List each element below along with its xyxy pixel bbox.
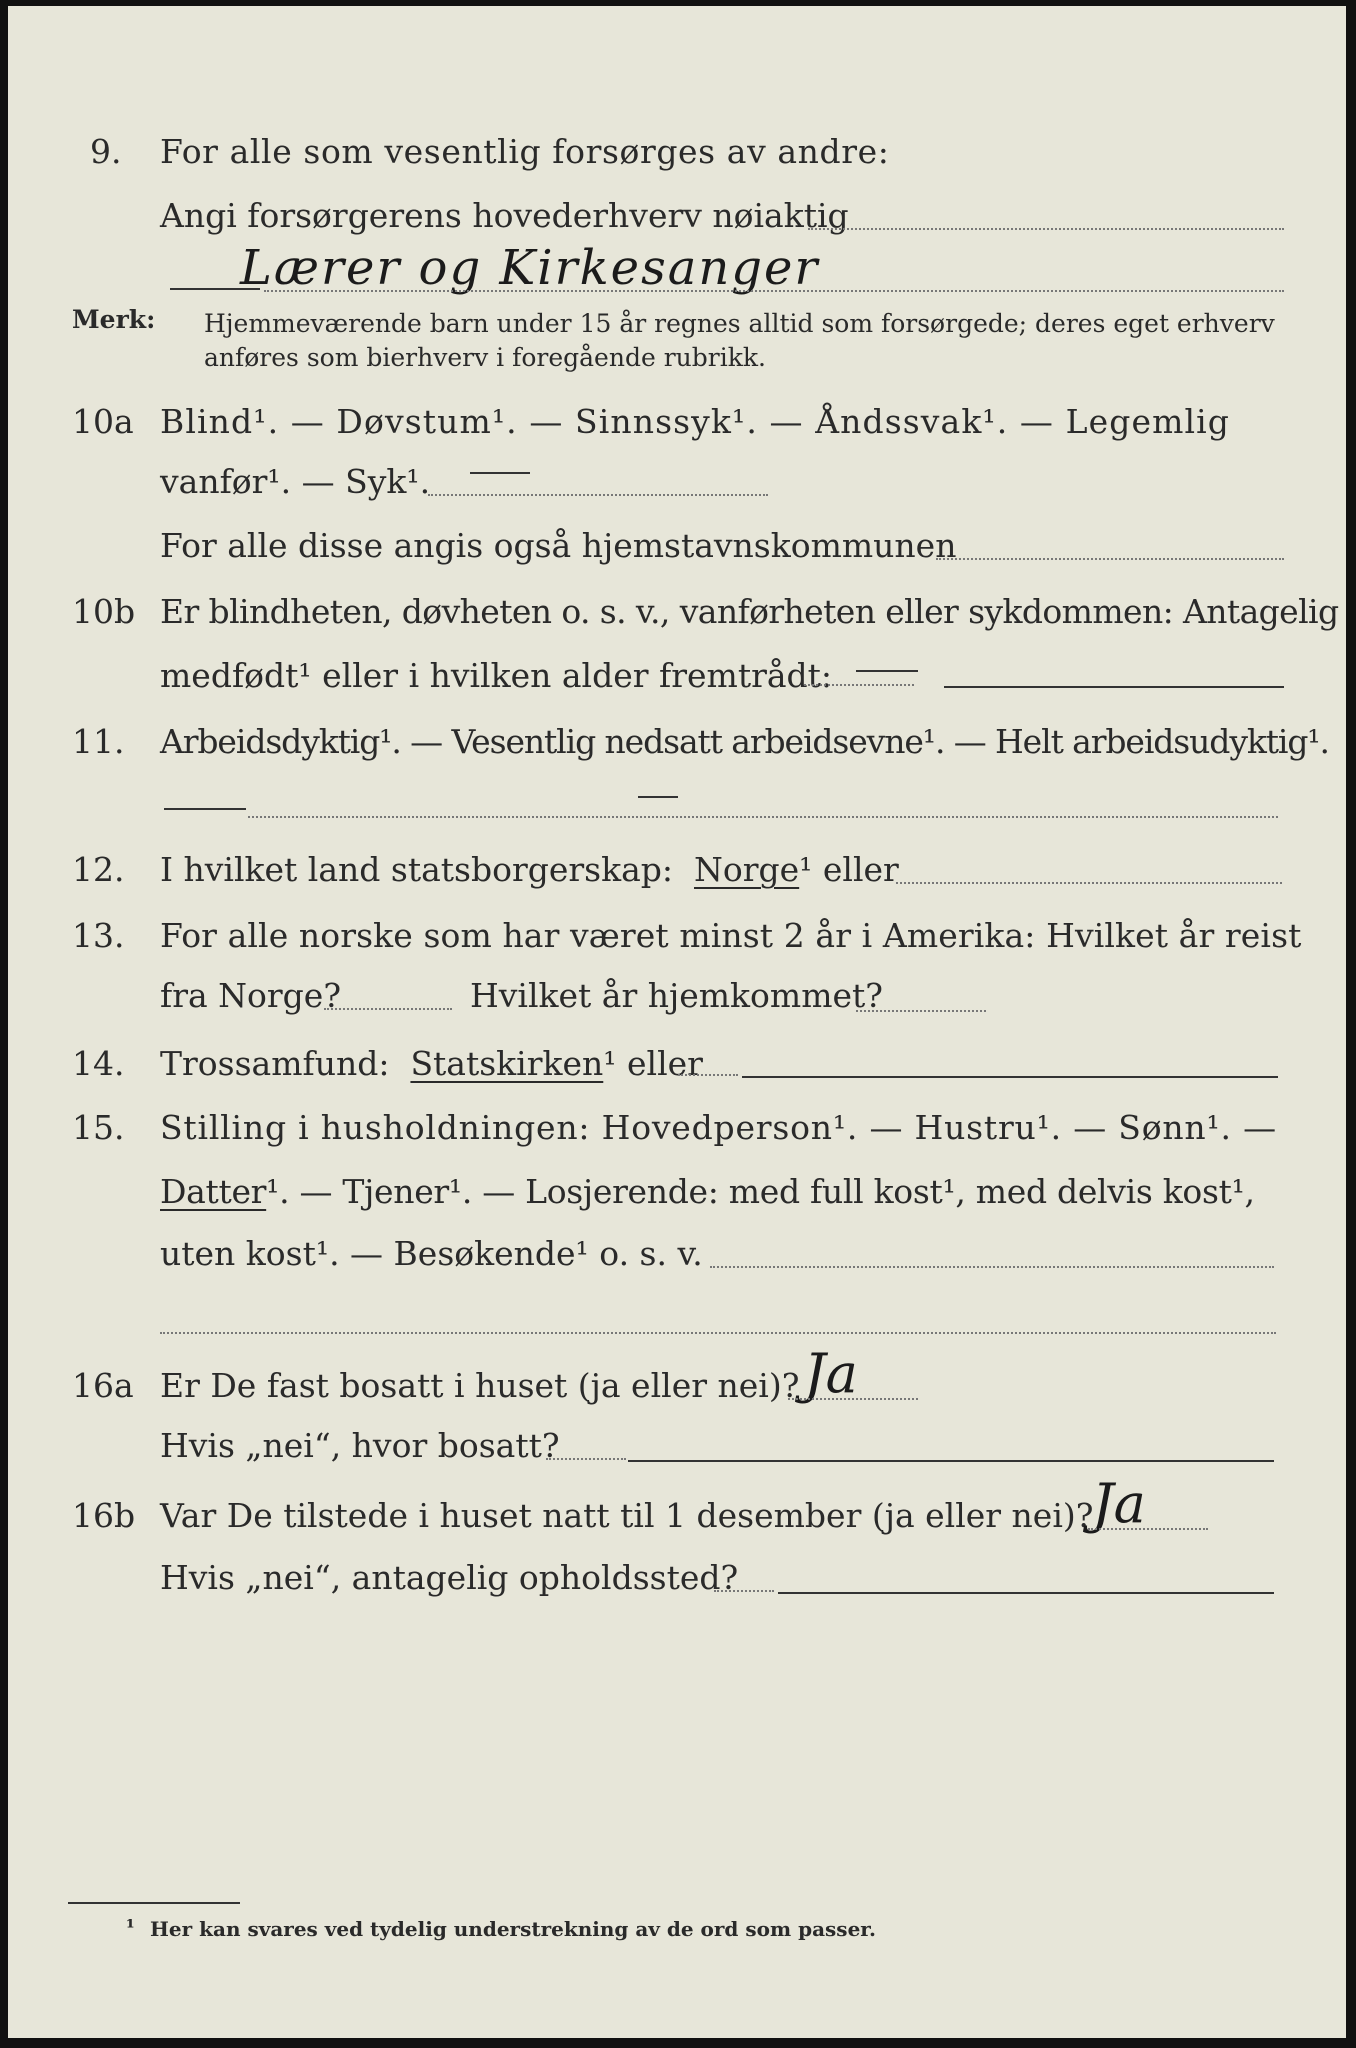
q9-answer-line	[264, 290, 1284, 292]
q15-line1: Stilling i husholdningen: Hovedperson¹. — Hustru¹. — Sønn¹. —	[160, 1108, 1277, 1147]
q11-line1: Arbeidsdyktig¹. — Vesentlig nedsatt arbeidsevne¹. — Helt arbeidsudyktig¹.	[160, 722, 1329, 761]
q14-answer-line	[742, 1076, 1278, 1078]
q14-dotted-line	[678, 1074, 738, 1076]
q14-prefix: Trossamfund:	[160, 1044, 390, 1083]
q9-dotted-line	[808, 228, 1284, 230]
q15-line2	[160, 1172, 1255, 1212]
q9-number: 9.	[90, 132, 122, 171]
q16a-handwritten-answer: Ja	[804, 1342, 858, 1405]
q12-underlined-norge: Norge	[694, 850, 800, 889]
q12-dotted-line	[896, 882, 1282, 884]
q11-number: 11.	[72, 722, 125, 761]
q12-prefix: I hvilket land statsborgerskap:	[160, 850, 674, 889]
q16b-opholdssted-line-dots	[714, 1590, 774, 1592]
q13-reist-line	[324, 1008, 452, 1010]
q9-line2: Angi forsørgerens hovederhverv nøiaktig	[160, 196, 849, 235]
q14-suffix: ¹ eller	[603, 1044, 703, 1083]
q10a-syk-dash	[470, 472, 530, 474]
q14-line	[160, 1044, 703, 1084]
q13-line2a: fra Norge?	[160, 976, 342, 1015]
q16a-bosatt-line-dots	[546, 1458, 626, 1460]
q16b-line1: Var De tilstede i huset natt til 1 desember (ja eller nei)?	[160, 1496, 1094, 1535]
q10b-line2: medfødt¹ eller i hvilken alder fremtrådt:	[160, 656, 833, 695]
q12-line	[160, 850, 899, 890]
q9-handwritten-answer: Lærer og Kirkesanger	[240, 240, 820, 296]
q10b-answer-dash	[856, 670, 918, 672]
q12-number: 12.	[72, 850, 125, 889]
q9-answer-line-left	[170, 288, 260, 290]
q10a-kommune-line	[936, 558, 1284, 560]
q9-line1: For alle som vesentlig forsørges av andre:	[160, 132, 890, 171]
merk-line1: Hjemmeværende barn under 15 år regnes alltid som forsørgede; deres eget erhverv	[204, 309, 1275, 338]
q10a-line1: Blind¹. — Døvstum¹. — Sinnssyk¹. — Åndssvak¹. — Legemlig	[160, 402, 1231, 441]
q11-answer-line-left	[164, 808, 246, 810]
q15-underlined-datter: Datter	[160, 1172, 267, 1211]
q11-answer-dash	[638, 796, 678, 798]
merk-label: Merk:	[72, 305, 156, 334]
footnote-mark: ¹	[126, 1915, 135, 1939]
q10b-answer-line-b	[944, 686, 1284, 688]
q15-line2-rest: ¹. — Tjener¹. — Losjerende: med full kost¹, med delvis kost¹,	[266, 1172, 1255, 1211]
merk-line2: anføres som bierhverv i foregående rubrikk.	[204, 343, 766, 372]
q14-number: 14.	[72, 1044, 125, 1083]
q13-line1: For alle norske som har været minst 2 år i Amerika: Hvilket år reist	[160, 916, 1302, 955]
q10a-number: 10a	[72, 402, 134, 441]
q10a-syk-line	[428, 494, 768, 496]
q16a-bosatt-line	[628, 1460, 1274, 1462]
footnote-text: Her kan svares ved tydelig understrekning av de ord som passer.	[150, 1917, 876, 1941]
q16a-answer-line	[788, 1398, 918, 1400]
q14-underlined-statskirken: Statskirken	[410, 1044, 604, 1083]
footnote-rule	[68, 1902, 240, 1904]
q15-dotted-line	[710, 1266, 1274, 1268]
q16b-number: 16b	[72, 1496, 136, 1535]
q15-number: 15.	[72, 1108, 125, 1147]
q10a-line3: For alle disse angis også hjemstavnskommunen	[160, 526, 957, 565]
q15-line3: uten kost¹. — Besøkende¹ o. s. v.	[160, 1234, 703, 1273]
q13-number: 13.	[72, 916, 125, 955]
q16b-answer-line	[1088, 1528, 1208, 1530]
q16a-number: 16a	[72, 1366, 134, 1405]
q11-answer-line	[248, 816, 1278, 818]
q13-line2b: Hvilket år hjemkommet?	[470, 976, 883, 1015]
q13-hjemkommet-line	[856, 1010, 986, 1012]
q16a-line1: Er De fast bosatt i huset (ja eller nei)?	[160, 1366, 800, 1405]
census-form-page	[8, 6, 1346, 2038]
q10b-line1: Er blindheten, døvheten o. s. v., vanførheten eller sykdommen: Antagelig	[160, 592, 1339, 631]
q16b-handwritten-answer: Ja	[1092, 1472, 1146, 1535]
q16a-line2: Hvis „nei“, hvor bosatt?	[160, 1426, 560, 1465]
q10b-answer-line-a	[804, 684, 914, 686]
q16b-line2: Hvis „nei“, antagelig opholdssted?	[160, 1558, 739, 1597]
q10a-line2: vanfør¹. — Syk¹.	[160, 462, 431, 501]
q12-suffix: ¹ eller	[799, 850, 899, 889]
q15-answer-line	[160, 1332, 1276, 1334]
q16b-opholdssted-line	[778, 1592, 1274, 1594]
q10b-number: 10b	[72, 592, 136, 631]
